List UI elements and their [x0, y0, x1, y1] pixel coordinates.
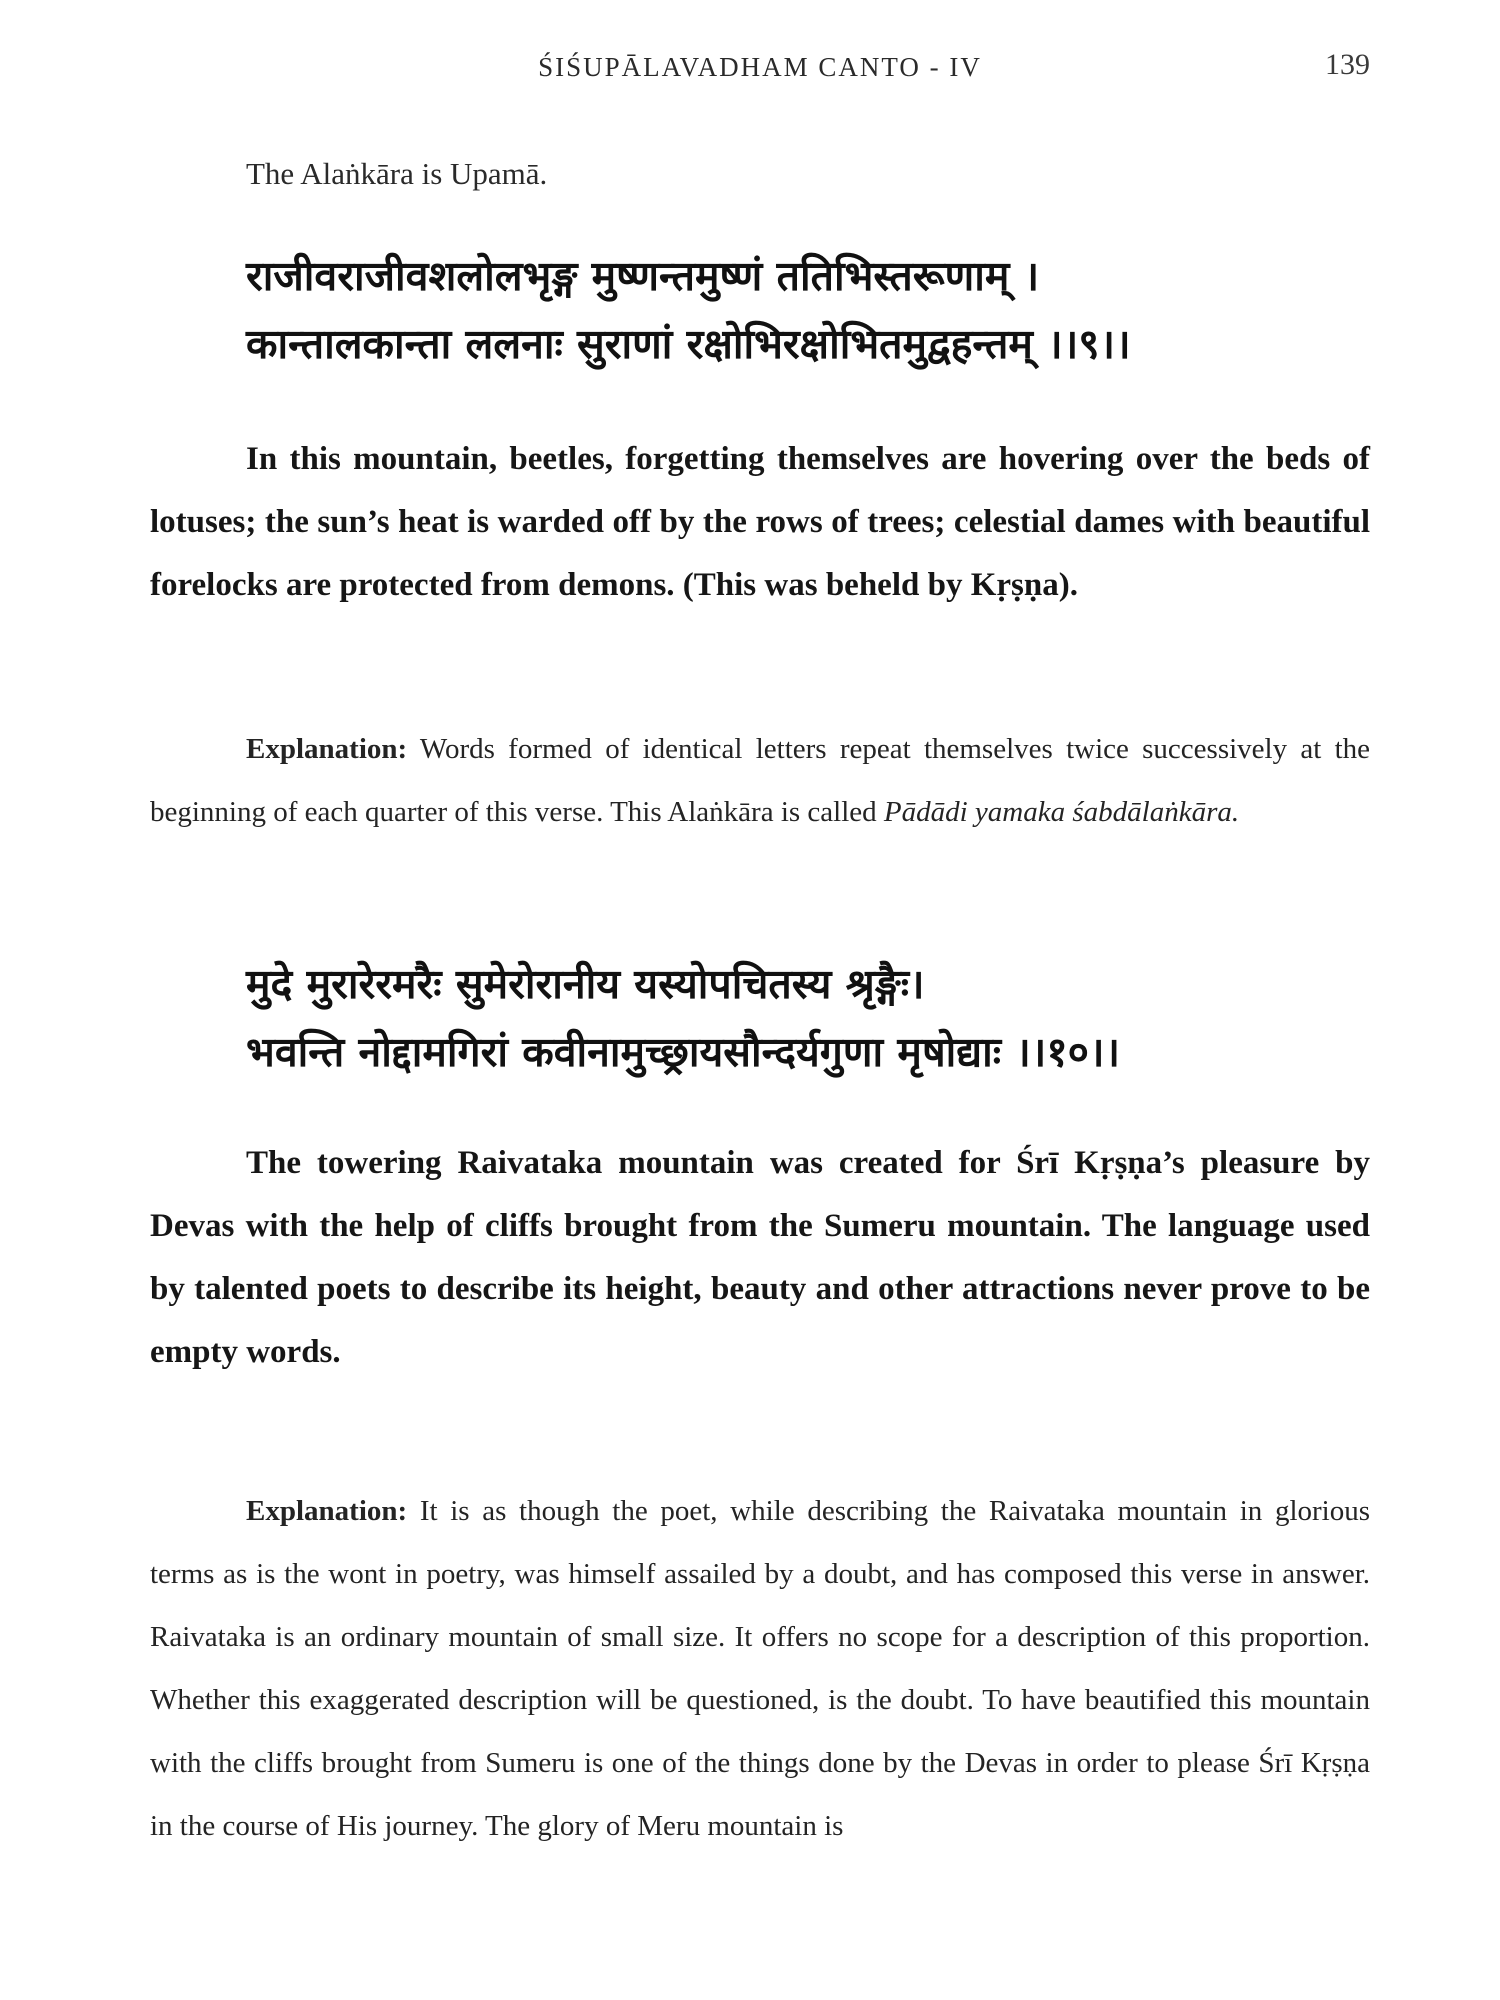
running-title: ŚIŚUPĀLAVADHAM CANTO - IV — [538, 52, 982, 82]
explanation-label: Explanation: — [246, 733, 408, 765]
explanation-verse-10 — [150, 1480, 1370, 1858]
page-number: 139 — [1325, 48, 1370, 81]
alankara-term: Pādādi yamaka śabdālaṅkāra. — [883, 796, 1240, 828]
running-head — [150, 48, 1370, 92]
verse-10-line-2: भवन्ति नोद्दामगिरां कवीनामुच्छ्रायसौन्दर्यगुणा मृषोद्याः ।।१०।। — [246, 1028, 1121, 1076]
translation-verse-9: In this mountain, beetles, forgetting themselves are hovering over the beds of lotuses; the sun’s heat is warded off by the rows of trees; celestial dames with beautiful forelocks are protected from demons. (This was beheld by Kṛṣṇa). — [150, 441, 1370, 603]
sanskrit-verse-9 — [246, 242, 1396, 378]
explanation-verse-9 — [150, 718, 1370, 844]
verse-9-line-1: राजीवराजीवशलोलभृङ्ग मुष्णन्तमुष्णं ततिभिस्तरूणाम् । — [246, 252, 1040, 300]
explanation-text: Words formed of identical letters repeat themselves twice successively at the beginning of each quarter of this verse. This Alaṅkāra is called — [150, 733, 1370, 828]
alankara-note: The Alaṅkāra is Upamā. — [246, 156, 548, 191]
sanskrit-verse-10 — [246, 950, 1396, 1086]
translation-verse-10: The towering Raivataka mountain was created for Śrī Kṛṣṇa’s pleasure by Devas with the help of cliffs brought from the Sumeru mountain. The language used by talented poets to describe its height, beauty and other attractions never prove to be empty words. — [150, 1145, 1370, 1370]
explanation-text: It is as though the poet, while describing the Raivataka mountain in glorious terms as is the wont in poetry, was himself assailed by a doubt, and has composed this verse in answer. Raivataka is an ordinary mountain of small size. It offers no scope for a description of this proportion. Whether this exaggerated description will be questioned, is the doubt. To have beautified this mountain with the cliffs brought from Sumeru is one of the things done by the Devas in order to please Śrī Kṛṣṇa in the course of His journey. The glory of Meru mountain is — [150, 1495, 1370, 1842]
verse-9-line-2: कान्तालकान्ता ललनाः सुराणां रक्षोभिरक्षोभितमुद्वहन्तम् ।।९।। — [246, 320, 1131, 368]
verse-10-line-1: मुदे मुरारेरमरैः सुमेरोरानीय यस्योपचितस्य श्रृङ्गैः। — [246, 960, 925, 1008]
explanation-label: Explanation: — [246, 1495, 408, 1527]
